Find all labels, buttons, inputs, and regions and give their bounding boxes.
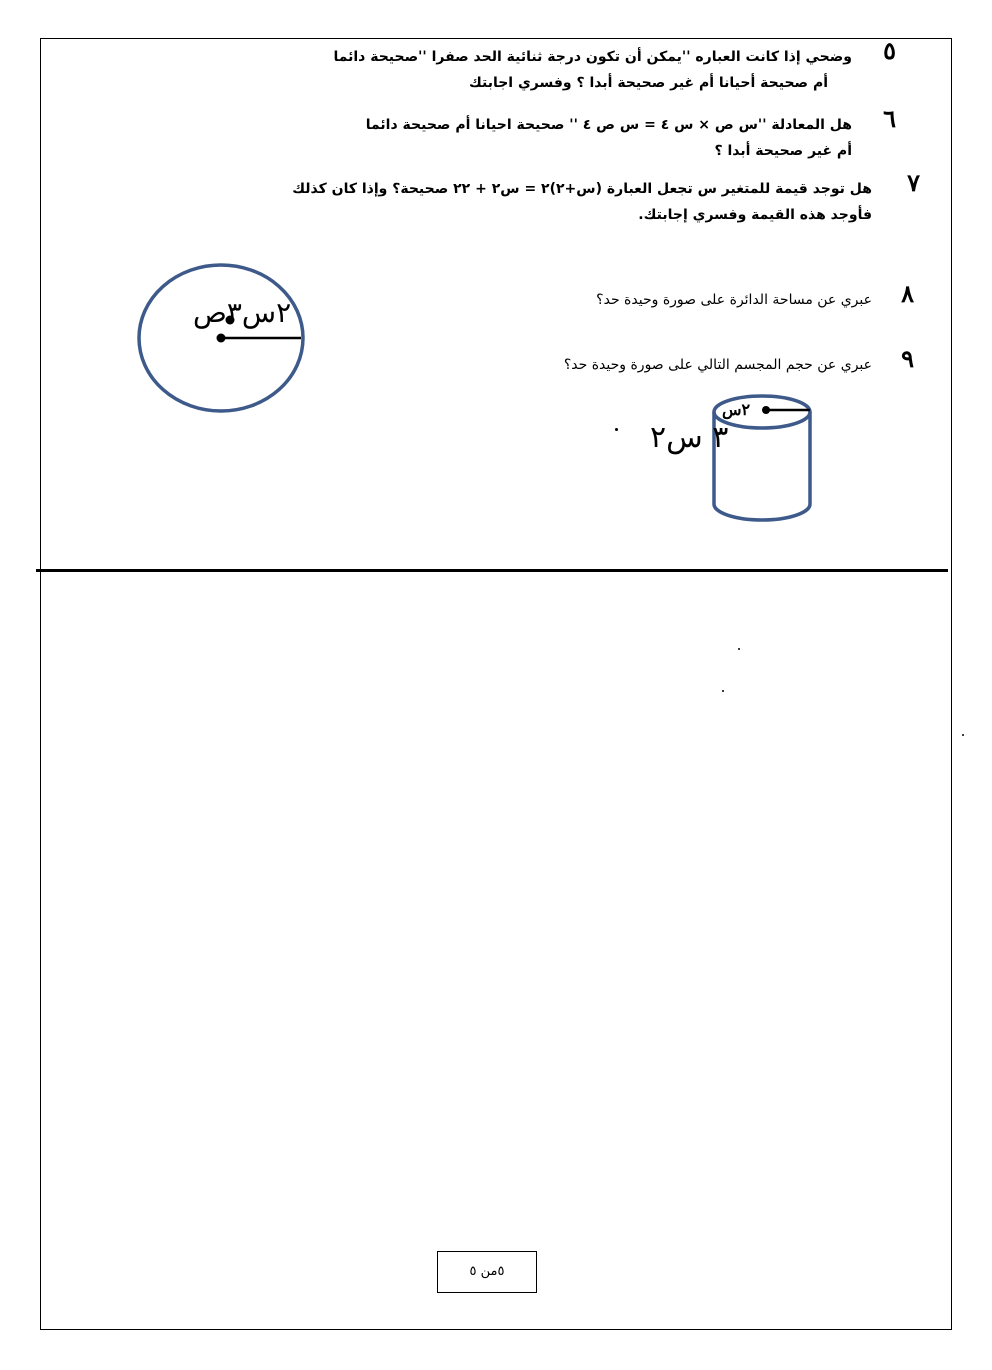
stray-mark	[722, 690, 724, 692]
question-8	[472, 279, 914, 313]
stray-mark	[738, 648, 740, 650]
question-9	[452, 344, 914, 378]
question-7	[272, 168, 920, 228]
question-text-line1: وضحي إذا كانت العباره ''يمكن أن تكون درجة ثنائية الحد صفرا ''صحيحة دائما	[333, 49, 852, 65]
question-number: ٩	[901, 344, 914, 373]
page-frame	[40, 38, 952, 1330]
question-6	[292, 104, 896, 164]
question-text-line2: فأوجد هذه القيمة وفسري إجابتك.	[638, 207, 872, 223]
question-text: عبري عن مساحة الدائرة على صورة وحيدة حد؟	[596, 292, 872, 308]
question-text-line1: هل توجد قيمة للمتغير س تجعل العبارة (س+٢)٢ = س٢ + ٢٢ صحيحة؟ وإذا كان كذلك	[292, 181, 872, 197]
circle-figure	[130, 258, 320, 423]
cylinder-height-label: ٣ س٢	[650, 420, 729, 455]
stray-mark	[962, 734, 964, 736]
circle-center-dot	[217, 334, 226, 343]
question-text-line2: أم غير صحيحة أبدا ؟	[714, 143, 852, 159]
question-5	[212, 36, 896, 96]
section-divider	[36, 569, 948, 572]
question-text: عبري عن حجم المجسم التالي على صورة وحيدة حد؟	[563, 357, 872, 373]
question-number: ٧	[907, 168, 920, 197]
cylinder-radius-label: ٢س	[722, 400, 751, 419]
stray-mark	[615, 428, 618, 431]
question-text-line2: أم صحيحة أحيانا أم غير صحيحة أبدا ؟ وفسري اجابتك	[468, 75, 828, 91]
question-text-line1: هل المعادلة ''س ص × س ٤ = س ص ٤ '' صحيحة احيانا أم صحيحة دائما	[365, 117, 852, 133]
page-number-box	[437, 1251, 537, 1293]
circle-radius-label: ٢س٣ص	[193, 296, 292, 329]
cylinder-center-dot	[762, 406, 770, 414]
question-number: ٥	[883, 36, 896, 65]
page-number: ٥من ٥	[469, 1264, 505, 1279]
question-number: ٨	[901, 279, 914, 308]
question-number: ٦	[883, 104, 896, 133]
